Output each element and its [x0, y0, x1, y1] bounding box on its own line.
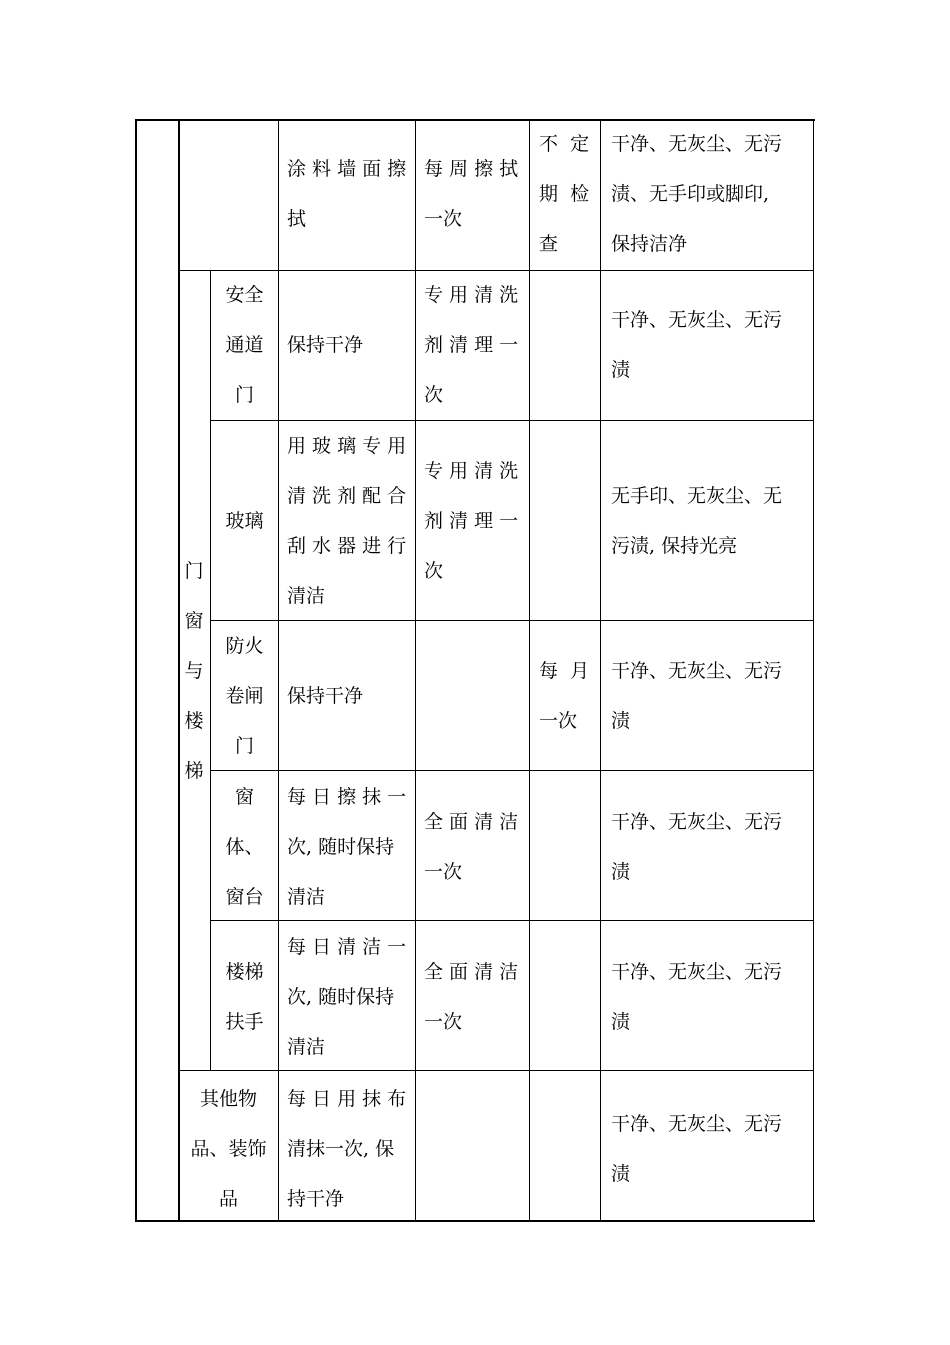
cell-daily-line: 每 周 擦 拭	[424, 158, 519, 180]
cell-requirement-line: 渍	[611, 1163, 631, 1185]
group-label-char: 窗	[184, 610, 204, 632]
cell-requirement-line: 无手印、无灰尘、无	[611, 485, 783, 507]
cell-requirement-line: 保持洁净	[611, 233, 688, 255]
cell-standard-line: 持干净	[287, 1188, 345, 1210]
cell-daily-line: 专 用 清 洗	[424, 460, 519, 482]
cell-requirement-line: 干净、无灰尘、无污	[611, 961, 783, 983]
cell-requirement-line: 干净、无灰尘、无污	[611, 811, 783, 833]
cell-daily-line: 一次	[424, 861, 463, 883]
cell-daily-line: 全 面 清 洁	[424, 811, 519, 833]
cell-periodic-line: 查	[539, 233, 559, 255]
cell-standard-line: 次, 随时保持	[287, 986, 395, 1008]
cell-requirement-line: 干净、无灰尘、无污	[611, 1113, 783, 1135]
group-label-char: 梯	[184, 760, 204, 782]
cell-requirement-line: 渍、无手印或脚印,	[611, 183, 770, 205]
cell-standard-line: 保持干净	[287, 685, 364, 707]
cell-item-line: 品	[218, 1188, 238, 1210]
periodic-column-divider	[529, 119, 530, 1222]
cell-requirement-line: 渍	[611, 861, 631, 883]
group-label-char: 与	[184, 660, 204, 682]
cell-daily-line: 专 用 清 洗	[424, 284, 519, 306]
cell-daily-line: 次	[424, 560, 444, 582]
cell-daily-line: 剂 清 理 一	[424, 334, 519, 356]
cell-standard-line: 刮 水 器 进 行	[287, 535, 407, 557]
cell-item-line: 扶手	[225, 1011, 264, 1033]
row-divider	[178, 1070, 814, 1071]
cell-requirement-line: 渍	[611, 710, 631, 732]
group-label-char: 门	[184, 560, 204, 582]
cell-item-line: 门	[234, 735, 254, 757]
cell-item-line: 安全	[225, 284, 264, 306]
cell-requirement-line: 干净、无灰尘、无污	[611, 660, 783, 682]
cell-item-line: 体、	[225, 836, 264, 858]
cell-daily-line: 一次	[424, 1011, 463, 1033]
cell-requirement-line: 污渍, 保持光亮	[611, 535, 738, 557]
cell-item-line: 卷闸	[225, 685, 264, 707]
cell-daily-line: 次	[424, 384, 444, 406]
cell-standard-line: 次, 随时保持	[287, 836, 395, 858]
cell-item-line: 窗台	[225, 886, 264, 908]
group-label-char: 楼	[184, 710, 204, 732]
cell-standard-line: 每 日 清 洁 一	[287, 936, 407, 958]
cell-item-line: 窗	[234, 786, 254, 808]
cell-daily-line: 剂 清 理 一	[424, 510, 519, 532]
cell-requirement-line: 干净、无灰尘、无污	[611, 309, 783, 331]
cell-standard-line: 每 日 擦 抹 一	[287, 786, 407, 808]
cell-item-line: 门	[234, 384, 254, 406]
cell-requirement-line: 渍	[611, 359, 631, 381]
frequency-column-divider	[415, 119, 416, 1222]
cell-item-line: 其他物	[199, 1088, 257, 1110]
cell-daily-line: 一次	[424, 208, 463, 230]
cell-item-line: 玻璃	[225, 510, 264, 532]
standard-column-divider	[278, 119, 279, 1222]
cell-item-line: 通道	[225, 334, 264, 356]
requirement-column-divider	[600, 119, 601, 1222]
cell-standard-line: 涂 料 墙 面 擦	[287, 158, 407, 180]
cell-daily-line: 全 面 清 洁	[424, 961, 519, 983]
table-left-border	[135, 119, 137, 1222]
cell-standard-line: 用 玻 璃 专 用	[287, 435, 407, 457]
cell-periodic-line: 期 检	[539, 183, 590, 205]
cell-standard-line: 保持干净	[287, 334, 364, 356]
cell-periodic-line: 不 定	[539, 133, 590, 155]
cell-standard-line: 拭	[287, 208, 307, 230]
cell-periodic-line: 一次	[539, 710, 578, 732]
cell-requirement-line: 干净、无灰尘、无污	[611, 133, 783, 155]
cell-item-line: 品、装饰	[190, 1138, 267, 1160]
row-divider	[210, 770, 814, 771]
cell-standard-line: 清洁	[287, 1036, 326, 1058]
cell-standard-line: 清抹一次, 保	[287, 1138, 395, 1160]
cell-item-line: 防火	[225, 635, 264, 657]
cell-standard-line: 每 日 用 抹 布	[287, 1088, 407, 1110]
cell-standard-line: 清洁	[287, 585, 326, 607]
cell-requirement-line: 渍	[611, 1011, 631, 1033]
cell-item-line: 楼梯	[225, 961, 264, 983]
cell-standard-line: 清洁	[287, 886, 326, 908]
table-right-border	[813, 119, 814, 1222]
cell-periodic-line: 每 月	[539, 660, 590, 682]
cell-standard-line: 清 洗 剂 配 合	[287, 485, 407, 507]
